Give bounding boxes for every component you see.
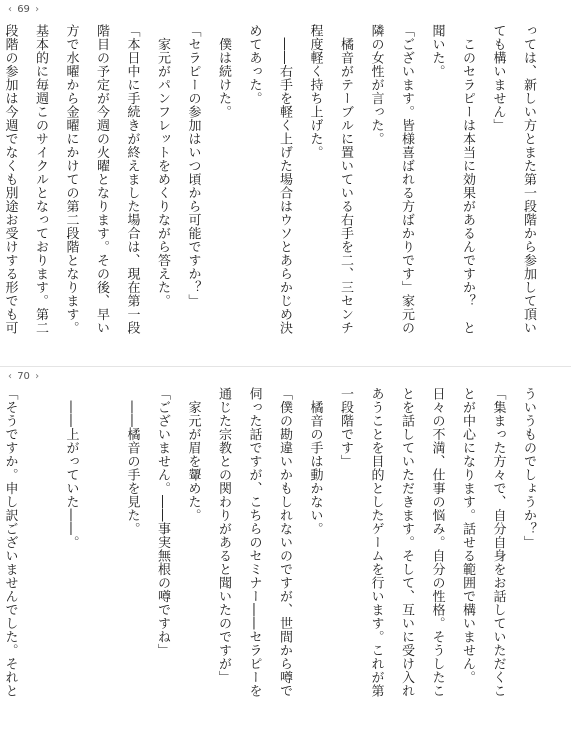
prev-page-icon[interactable]: ‹ (8, 371, 12, 382)
next-page-icon[interactable]: › (35, 371, 40, 382)
next-page-icon[interactable]: › (35, 4, 40, 15)
vertical-text: っては、新しい方とまた第一段階から参加して頂いても構いません」 このセラピーは本当に効果があるんですか？ と聞いた。 「ございます。皆様喜ばれる方ばかりです」家元の隣の女性が言った。 橘音がテーブルに置いている右手を二、三センチ程度軽く持ち上げた。 ――右手を軽く上げた場合はウソとあらかじめ決めてあった。 僕は続けた。 「セラピーの参加はいつ頃から可能ですか？」 家元がパンフレットをめくりながら答えた。 「本日中に手続きが終えました場合は、現在第一段階目の予定が今週の火曜となります。その後、早い方で水曜から金曜にかけての第二段階となります。基本的に毎週このサイクルとなっております。第二段階の参加は今週でなくも別途お受けする形でも可 (2, 24, 536, 335)
page-body-text (2, 387, 543, 707)
prev-page-icon[interactable]: ‹ (8, 4, 12, 15)
page-number: 69 (17, 4, 30, 15)
page-70 (0, 366, 571, 732)
vertical-text: ういうものでしょうか？」 「集まった方々で、自分自身をお話していただくことが中心になります。話せる範囲で構いません。日々の不満、仕事の悩み。自分の性格。そうしたことを話していただきます。そして、互いに受け入れあうことを目的としたゲームを行います。これが第一段階です」 橘音の手は動かない。 「僕の勘違いかもしれないのですが、世間から噂で伺った話ですが、こちらのセミナー――セラピーを通じた宗教との関わりがあると聞いたのですが」 家元が眉を顰めた。 「ございません。――事実無根の噂ですね」 ――橘音の手を見た。 ――上がっていた――。 「そうですか。申し訳ございませんでした。それと (2, 387, 536, 698)
page-number-nav (6, 371, 41, 382)
page-number-nav (6, 4, 41, 15)
page-number: 70 (17, 371, 30, 382)
page-body-text (2, 24, 543, 344)
